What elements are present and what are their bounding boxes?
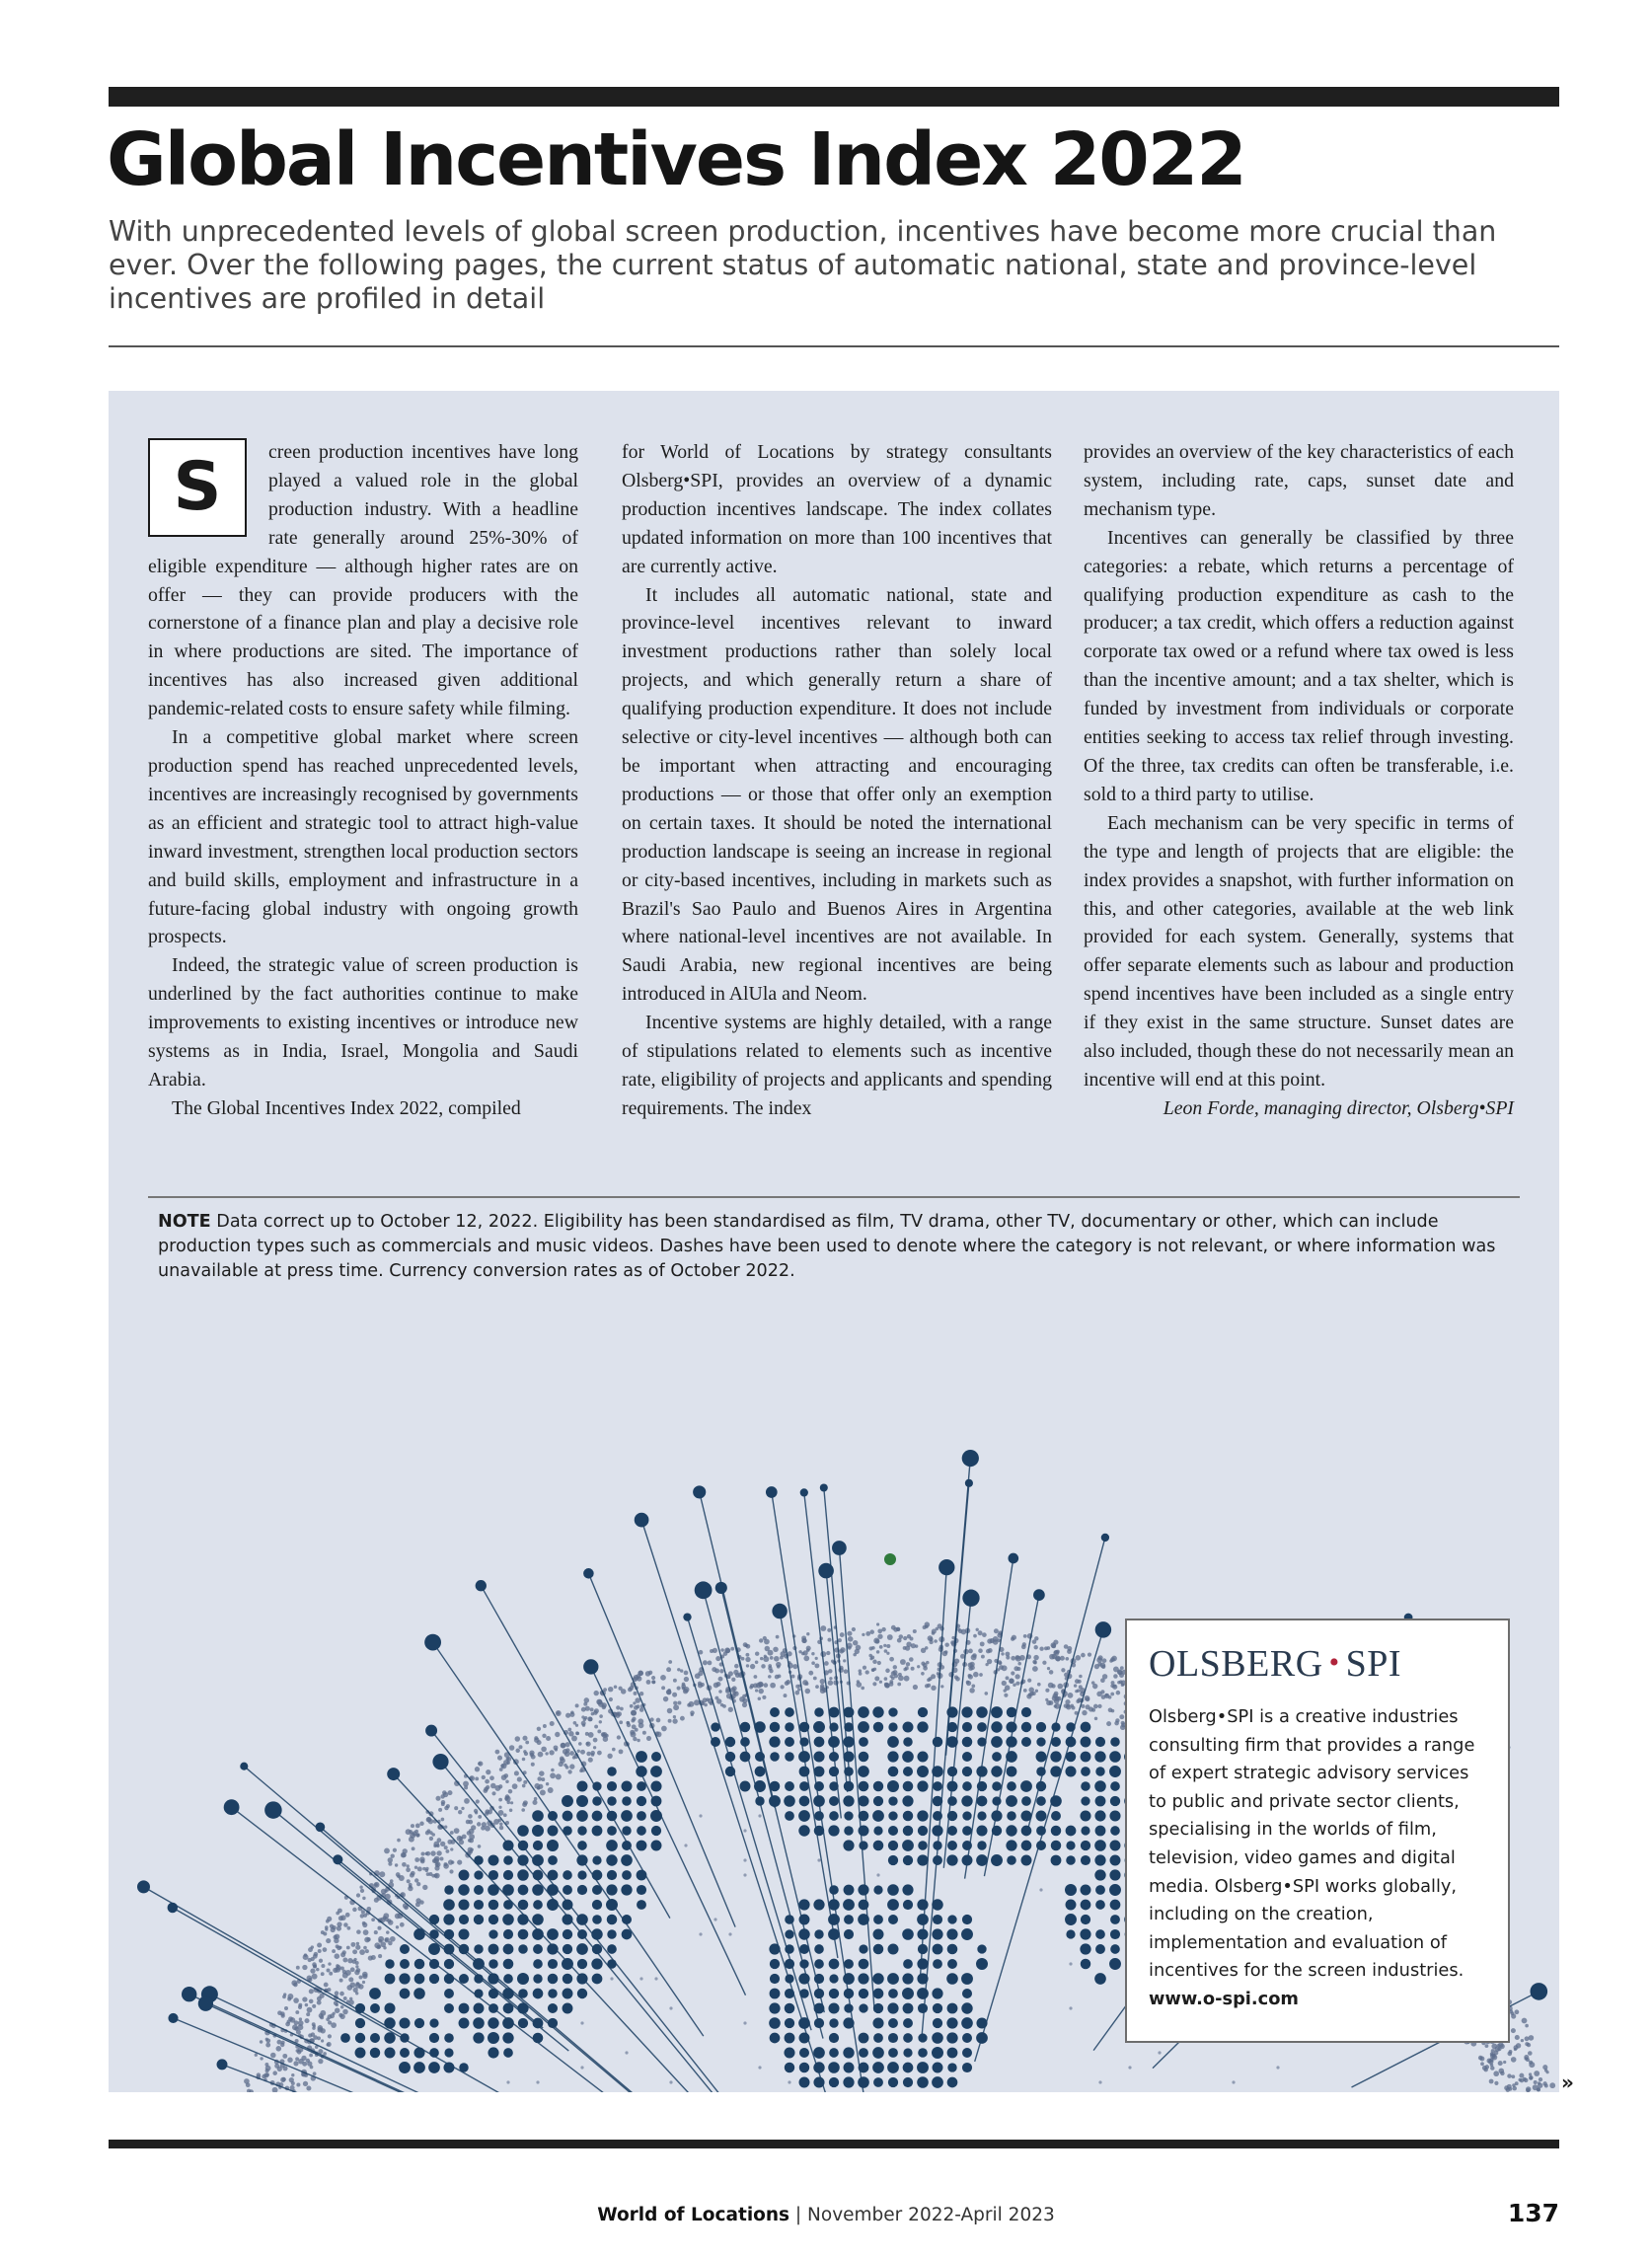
page-footer: World of Locations | November 2022-April 2023 bbox=[597, 2205, 1055, 2225]
article-paragraph: provides an overview of the key characteristics of each system, including rate, caps, sunset date and mechanism type. bbox=[1084, 441, 1514, 520]
bottom-rule bbox=[109, 2140, 1559, 2148]
note-label: NOTE bbox=[158, 1212, 211, 1232]
article-paragraph: In a competitive global market where screen production spend has reached unprecedented levels, incentives are increasingly recognised by governments as an efficient and strategic tool to attract high-value inward investment, strengthen local production sectors and build skills, employment and infrastructure in a future-facing global industry with ongoing growth prospects. bbox=[148, 726, 578, 948]
note-text: Data correct up to October 12, 2022. Eligibility has been standardised as film, TV drama, other TV, documentary or other, which can include production types such as commercials and music videos. Dashes have been used to denote where the category is not relevant, or where information was unavailable at press time. Currency conversion rates as of October 2022. bbox=[158, 1212, 1496, 1281]
article-paragraph: S creen production incentives have long played a valued role in the global production industry. With a headline rate generally around 25%-30% of eligible expenditure — although higher rates are on offer — they can provide producers with the cornerstone of a finance plan and play a decisive role in where productions are sited. The importance of incentives has also increased given additional pandemic-related costs to ensure safety while filming. bbox=[148, 438, 578, 723]
article-paragraph: It includes all automatic national, state and province-level incentives relevant to inward investment productions rather than solely local projects, and which generally return a share of qualifying production expenditure. It does not include selective or city-level incentives — although both can be important when attracting and encouraging productions — or those that offer only an exemption on certain taxes. It should be noted the international production landscape is seeing an increase in regional or city-based incentives, including in markets such as Brazil's Sao Paulo and Buenos Aires in Argentina where national-level incentives are not available. In Saudi Arabia, new regional incentives are being introduced in AlUla and Neom. bbox=[622, 583, 1052, 1006]
page-subtitle: With unprecedented levels of global screen production, incentives have become more crucial than ever. Over the following pages, the current status of automatic national, state and province-level incentives are profiled in detail bbox=[109, 215, 1497, 315]
note-rule bbox=[148, 1196, 1520, 1198]
article-column-3 bbox=[1084, 438, 1514, 1123]
olsberg-spi-advert bbox=[1125, 1619, 1510, 2043]
article-paragraph: Incentives can generally be classified by three categories: a rebate, which returns a percentage of qualifying production expenditure as cash to the producer; a tax credit, which offers a reduction against corporate tax owed or a refund where tax owed is less than the incentive amount; and a tax shelter, which is funded by investment from individuals or corporate entities seeking to access tax relief through investing. Of the three, tax credits can often be transferable, i.e. sold to a third party to utilise. bbox=[1084, 526, 1514, 805]
article-column-1 bbox=[148, 438, 578, 1123]
drop-cap: S bbox=[148, 438, 247, 537]
advert-url[interactable]: www.o-spi.com bbox=[1149, 1988, 1299, 2009]
page-title: Global Incentives Index 2022 bbox=[107, 117, 1245, 202]
article-column-2 bbox=[622, 438, 1052, 1123]
article-paragraph: Each mechanism can be very specific in terms of the type and length of projects that are eligible: the index provides a snapshot, with further information on this, and other categories, available at the web link provided for each system. Generally, systems that offer separate elements such as labour and production spend incentives have been included as a single entry if they exist in the same structure. Sunset dates are also included, though these do not necessarily mean an incentive will end at this point. bbox=[1084, 811, 1514, 1091]
olsberg-spi-logo: OLSBERG • SPI bbox=[1149, 1643, 1402, 1685]
data-note bbox=[158, 1210, 1530, 1284]
publication-name: World of Locations bbox=[597, 2205, 790, 2225]
article-paragraph: Incentive systems are highly detailed, with a range of stipulations related to elements such as incentive rate, eligibility of projects and applicants and spending requirements. The index bbox=[622, 1012, 1052, 1119]
author-signoff: Leon Forde, managing director, Olsberg•SPI bbox=[1163, 1096, 1514, 1119]
article-paragraph: The Global Incentives Index 2022, compiled bbox=[172, 1096, 521, 1119]
article-paragraph: Indeed, the strategic value of screen production is underlined by the fact authorities continue to make improvements to existing incentives or introduce new systems as in India, Israel, Mongolia and Saudi Arabia. bbox=[148, 954, 578, 1091]
continue-arrow-icon: » bbox=[1561, 2071, 1574, 2094]
subtitle-rule bbox=[109, 345, 1559, 347]
advert-text: Olsberg•SPI is a creative industries consulting firm that provides a range of expert strategic advisory services to public and private sector clients, specialising in the worlds of film, television, video games and digital media. Olsberg•SPI works globally, including on the creation, implementation and evaluation of incentives for the screen industries. bbox=[1149, 1706, 1475, 1982]
issue-date: November 2022-April 2023 bbox=[807, 2205, 1055, 2225]
top-rule bbox=[109, 87, 1559, 107]
article-paragraph: for World of Locations by strategy consultants Olsberg•SPI, provides an overview of a dynamic production incentives landscape. The index collates updated information on more than 100 incentives that are currently active. bbox=[622, 441, 1052, 577]
page-number: 137 bbox=[1507, 2199, 1559, 2227]
